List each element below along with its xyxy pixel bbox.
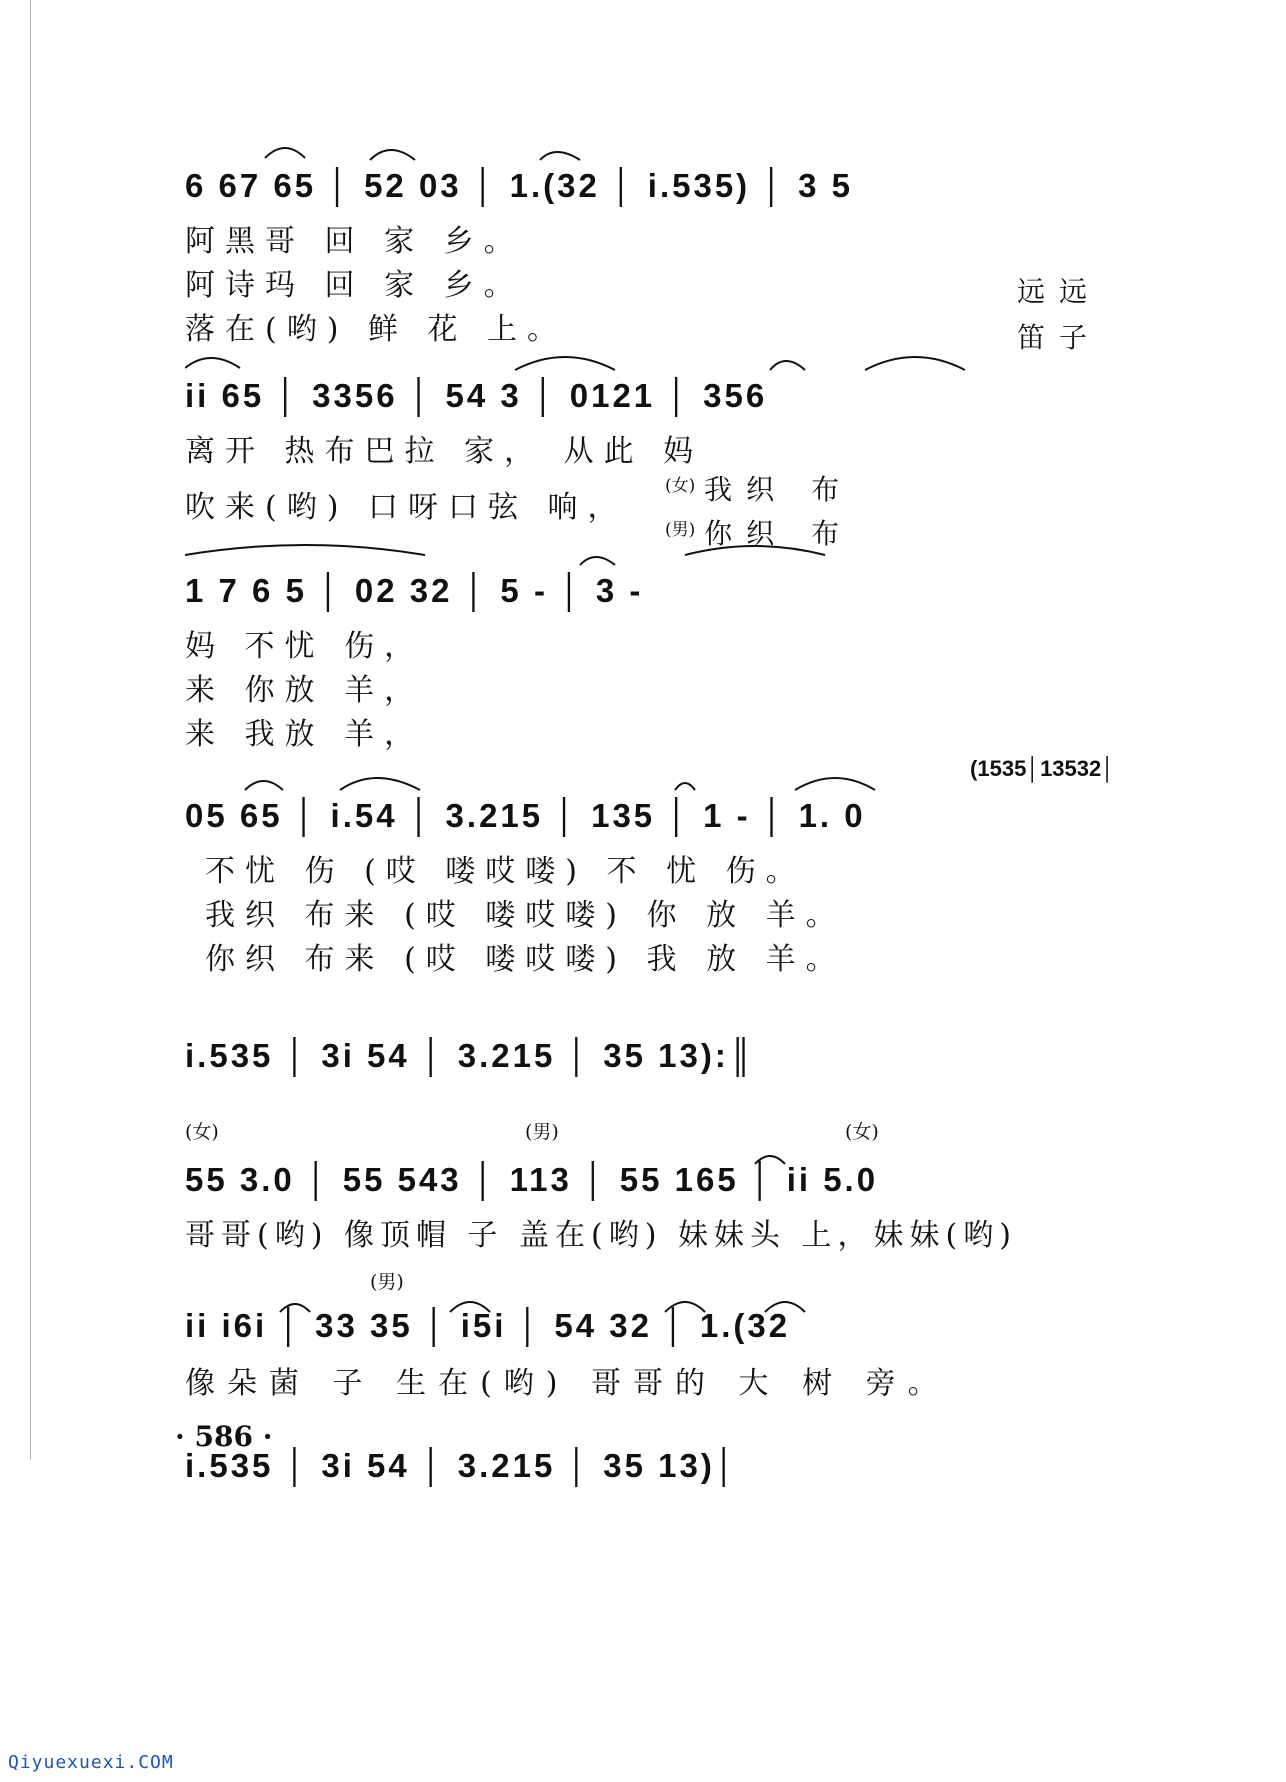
lyric-aside-2: 笛子 bbox=[1016, 321, 1101, 354]
lyrics-block bbox=[185, 1362, 1125, 1406]
score-system-8 bbox=[185, 1410, 1125, 1520]
score-system-6 bbox=[185, 1120, 1125, 1270]
voice-label-female: (女) bbox=[185, 1121, 219, 1143]
lyrics-block bbox=[185, 220, 1125, 352]
score-area bbox=[185, 130, 1125, 1520]
voice-labels bbox=[185, 1270, 1125, 1293]
lyric-verse-2: 我织 布来 (哎 喽哎喽) 你 放 羊。 bbox=[205, 898, 846, 933]
lyric-verse-1: 哥哥(哟) 像顶帽 子 盖在(哟) 妹妹头 上，妹妹(哟) bbox=[185, 1218, 1017, 1253]
lyric-aside-1: 远远 bbox=[1016, 275, 1101, 308]
lyric-verse-1: 阿黑哥 回 家 乡。 bbox=[185, 224, 524, 259]
margin-line bbox=[30, 0, 31, 1460]
prelude-notes: (1535│13532│ bbox=[970, 756, 1115, 781]
lyric-verse-1: 不忧 伤 (哎 喽哎喽) 不 忧 伤。 bbox=[205, 854, 806, 889]
notation-line bbox=[185, 340, 1125, 430]
score-system-5 bbox=[185, 1000, 1125, 1120]
notation-line bbox=[185, 1000, 1125, 1090]
site-watermark: Qiyuexuexi.COM bbox=[8, 1752, 174, 1773]
male-part-label: (男) bbox=[665, 520, 696, 540]
notation-line bbox=[185, 1410, 1125, 1500]
male-lyric: 你织 布 bbox=[704, 517, 854, 550]
jianpu-notes: ii 65 │ 3356 │ 54 3 │ 0121 │ 356 bbox=[185, 377, 768, 414]
lyric-verse-3: 落在(哟) 鲜 花 上。 bbox=[185, 312, 568, 347]
female-lyric: 我织 布 bbox=[704, 473, 854, 506]
notation-line bbox=[185, 535, 1125, 625]
notation-line bbox=[185, 130, 1125, 220]
jianpu-notes: i.535 │ 3i 54 │ 3.215 │ 35 13):║ bbox=[185, 1037, 756, 1074]
notation-line bbox=[185, 760, 1125, 850]
score-system-3 bbox=[185, 535, 1125, 750]
slur-marks bbox=[185, 340, 1125, 380]
page-number: · 586 · bbox=[175, 1420, 273, 1453]
notation-line bbox=[185, 1144, 1125, 1214]
score-system-1 bbox=[185, 130, 1125, 354]
lyric-verse-2: 阿诗玛 回 家 乡。 bbox=[185, 268, 524, 303]
lyric-verse-3: 你织 布来 (哎 喽哎喽) 我 放 羊。 bbox=[205, 942, 846, 977]
score-system-2 bbox=[185, 340, 1125, 550]
lyric-verse-2: 吹来(哟) 口呀口弦 响， bbox=[185, 490, 628, 525]
lyrics-block bbox=[185, 430, 1125, 550]
jianpu-notes: 6 67 65 │ 52 03 │ 1.(32 │ i.535) │ 3 5 bbox=[185, 167, 854, 204]
lyrics-block bbox=[185, 625, 1125, 757]
voice-labels bbox=[185, 1120, 1125, 1144]
female-part-label: (女) bbox=[665, 476, 696, 496]
slur-marks bbox=[185, 760, 1125, 800]
lyric-verse-2: 来 你放 羊， bbox=[185, 673, 425, 708]
score-system-4 bbox=[185, 756, 1125, 1000]
lyrics-block bbox=[185, 850, 1125, 982]
score-system-7 bbox=[185, 1270, 1125, 1410]
jianpu-notes: 1 7 6 5 │ 02 32 │ 5 - │ 3 - bbox=[185, 572, 644, 609]
jianpu-notes: i.535 │ 3i 54 │ 3.215 │ 35 13)│ bbox=[185, 1447, 739, 1484]
voice-label-female: (女) bbox=[845, 1121, 879, 1143]
lyrics-block bbox=[185, 1214, 1125, 1258]
lyric-verse-3: 来 我放 羊， bbox=[185, 717, 425, 752]
jianpu-notes: 55 3.0 │ 55 543 │ 113 │ 55 165 │ ii 5.0 bbox=[185, 1161, 879, 1198]
voice-label-male: (男) bbox=[525, 1121, 559, 1143]
slur-marks bbox=[185, 535, 1125, 575]
notation-line bbox=[185, 1290, 1125, 1362]
voice-label-male: (男) bbox=[370, 1271, 404, 1293]
jianpu-notes: 05 65 │ i.54 │ 3.215 │ 135 │ 1 - │ 1. 0 bbox=[185, 797, 866, 834]
jianpu-notes: ii i6i │ 33 35 │ i5i │ 54 32 │ 1.(32 bbox=[185, 1307, 791, 1344]
slur-marks bbox=[185, 130, 1125, 170]
lyric-verse-1: 像朵菌 子 生在(哟) 哥哥的 大 树 旁。 bbox=[185, 1366, 950, 1401]
lyric-verse-1: 离开 热布巴拉 家， 从此 妈 bbox=[185, 434, 704, 469]
lyric-verse-1: 妈 不忧 伤， bbox=[185, 629, 425, 664]
duet-female bbox=[665, 466, 853, 510]
